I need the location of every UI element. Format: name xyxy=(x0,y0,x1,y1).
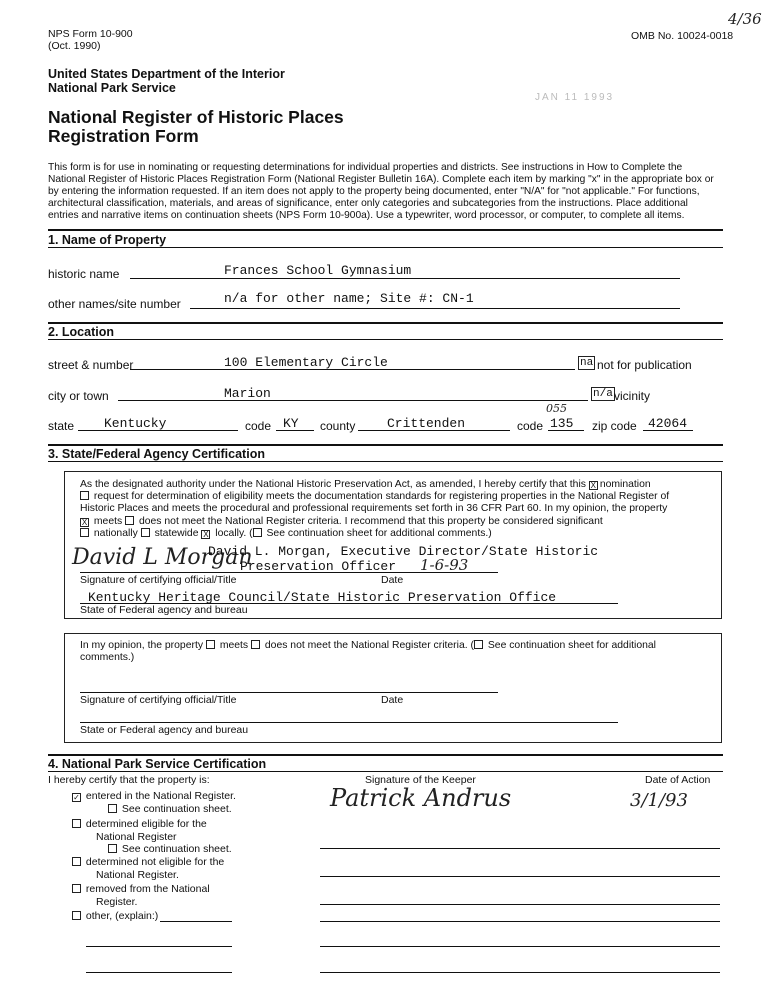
keeper-signature: Patrick Andrus xyxy=(330,784,512,812)
department-line-2: National Park Service xyxy=(48,81,176,95)
section-2-bottom-rule xyxy=(48,339,723,340)
city-town-value[interactable]: Marion xyxy=(224,386,271,401)
section-3-top-rule xyxy=(48,444,723,446)
certification-date: 1-6-93 xyxy=(420,556,469,574)
keeper-line-1 xyxy=(320,848,720,849)
keeper-line-4 xyxy=(320,921,720,922)
entered-continuation-checkbox[interactable] xyxy=(108,804,117,813)
keeper-line-2 xyxy=(320,876,720,877)
keeper-intro: I hereby certify that the property is: xyxy=(48,774,210,786)
nationally-checkbox[interactable] xyxy=(80,528,89,537)
date-of-action-label: Date of Action xyxy=(645,774,711,786)
state-value[interactable]: Kentucky xyxy=(104,416,167,431)
other-explain-line-2[interactable] xyxy=(86,946,232,947)
historic-name-label: historic name xyxy=(48,267,120,281)
zip-code-value[interactable]: 42064 xyxy=(648,416,688,431)
county-code-handwritten: 055 xyxy=(546,402,567,415)
county-code-value[interactable]: 135 xyxy=(550,416,574,431)
historic-name-line xyxy=(130,278,680,279)
date-2-label: Date xyxy=(381,694,404,706)
date-of-action-value: 3/1/93 xyxy=(630,790,688,811)
keeper-line-3 xyxy=(320,904,720,905)
agency-2-label: State or Federal agency and bureau xyxy=(80,724,249,736)
signature-line xyxy=(80,572,498,573)
department-line-1: United States Department of the Interior xyxy=(48,67,285,81)
signer-title-line-1: David L. Morgan, Executive Director/State Historic xyxy=(208,544,599,559)
section-1-top-rule xyxy=(48,229,723,231)
removed-option: removed from the National Register. xyxy=(72,883,210,908)
zip-code-label: zip code xyxy=(592,419,637,433)
certifying-official-signature: David L Morgan xyxy=(72,545,253,570)
agency-value: Kentucky Heritage Council/State Historic Preservation Office xyxy=(88,590,557,605)
corner-handwritten-mark: 4/36 xyxy=(728,10,762,28)
signature-2-line xyxy=(80,692,498,693)
street-number-value[interactable]: 100 Elementary Circle xyxy=(224,355,388,370)
certification-text: As the designated authority under the National Historic Preservation Act, as amended, I hereby certify that this X nomination request for determination of eligibility meets the documentation standards for registering properties in the National Register of Historic Places and meets the procedural and professional requirements set forth in 36 CFR Part 60. In my opinion, the property X meets does not meet the National Register criteria. I recommend that this property be considered significant nationally statewide X locally. ( See continuation sheet for additional comments.) xyxy=(80,479,670,539)
vicinity-box[interactable]: n/a xyxy=(593,388,613,400)
other-names-value[interactable]: n/a for other name; Site #: CN-1 xyxy=(224,291,474,306)
keeper-line-5 xyxy=(320,946,720,947)
locally-checkbox[interactable]: X xyxy=(203,529,209,539)
other-explain-line[interactable] xyxy=(160,921,232,922)
not-for-publication-box[interactable]: na xyxy=(580,357,594,369)
nomination-checkbox[interactable]: X xyxy=(590,481,597,490)
form-title-line-2: Registration Form xyxy=(48,126,199,146)
keeper-options: ✓ entered in the National Register. See continuation sheet. xyxy=(73,790,236,815)
other-checkbox[interactable] xyxy=(72,911,81,920)
signature-2-label: Signature of certifying official/Title xyxy=(80,694,237,706)
county-value[interactable]: Crittenden xyxy=(387,416,466,431)
other-option: other, (explain:) xyxy=(72,910,158,922)
not-eligible-checkbox[interactable] xyxy=(72,857,81,866)
removed-checkbox[interactable] xyxy=(72,884,81,893)
form-date: (Oct. 1990) xyxy=(48,40,101,52)
section-3-bottom-rule xyxy=(48,461,723,462)
omb-number: OMB No. 10024-0018 xyxy=(631,30,734,42)
signature-label: Signature of certifying official/Title xyxy=(80,574,237,586)
statewide-checkbox[interactable] xyxy=(141,528,150,537)
continuation-sheet-checkbox[interactable] xyxy=(253,528,262,537)
eligible-continuation-checkbox[interactable] xyxy=(108,844,117,853)
street-number-label: street & number xyxy=(48,358,134,372)
state-label: state xyxy=(48,419,75,433)
other-names-line xyxy=(190,308,680,309)
date-label: Date xyxy=(381,574,404,586)
opinion-continuation-checkbox[interactable] xyxy=(474,640,483,649)
meets-checkbox[interactable]: X xyxy=(81,517,88,527)
other-names-label: other names/site number xyxy=(48,297,181,311)
determined-not-eligible-option: determined not eligible for the National Register. xyxy=(72,856,224,881)
does-not-meet-checkbox[interactable] xyxy=(125,516,134,525)
state-code-value[interactable]: KY xyxy=(283,416,299,431)
section-1-bottom-rule xyxy=(48,247,723,248)
not-for-publication-label: not for publication xyxy=(597,358,692,372)
entered-checkbox[interactable]: ✓ xyxy=(73,793,80,802)
keeper-line-6 xyxy=(320,972,720,973)
determined-eligible-option: determined eligible for the National Register See continuation sheet. xyxy=(72,818,232,856)
section-1-heading: 1. Name of Property xyxy=(48,233,167,247)
section-2-heading: 2. Location xyxy=(48,325,114,339)
section-4-top-rule xyxy=(48,754,723,756)
section-3-heading: 3. State/Federal Agency Certification xyxy=(48,447,265,461)
section-2-top-rule xyxy=(48,322,723,324)
other-explain-line-3[interactable] xyxy=(86,972,232,973)
instructions-paragraph: This form is for use in nominating or requesting determinations for individual properties and districts. See instructions in How to Complete the National Register of Historic Places Registration Form (National Register Bulletin 16A). Complete each item by marking "x" in the appropriate box or by entering the information requested. If an item does not apply to the property being documented, enter "N/A" for "not applicable." For functions, architectural classification, materials, and areas of significance, enter only categories and subcategories from the instructions. Place additional entries and narrative items on continuation sheets (NPS Form 10-900a). Use a typewriter, word processor, or computer, to complete all items. xyxy=(48,162,714,221)
opinion-meets-checkbox[interactable] xyxy=(206,640,215,649)
opinion-text: In my opinion, the property meets does not meet the National Register criteria. ( See continuation sheet for additional comments.) xyxy=(80,640,656,664)
determined-eligible-checkbox[interactable] xyxy=(72,819,81,828)
received-stamp: JAN 11 1993 xyxy=(535,92,615,103)
form-number: NPS Form 10-900 xyxy=(48,28,133,40)
section-4-bottom-rule xyxy=(48,771,723,772)
agency-2-line xyxy=(80,722,618,723)
city-town-line xyxy=(118,400,588,401)
request-checkbox[interactable] xyxy=(80,491,89,500)
opinion-not-meets-checkbox[interactable] xyxy=(251,640,260,649)
state-code-label: code xyxy=(245,419,272,433)
county-label: county xyxy=(320,419,356,433)
form-title-line-1: National Register of Historic Places xyxy=(48,107,344,127)
agency-label: State of Federal agency and bureau xyxy=(80,604,248,616)
keeper-signature-label: Signature of the Keeper xyxy=(365,774,476,786)
historic-name-value[interactable]: Frances School Gymnasium xyxy=(224,263,412,278)
section-4-heading: 4. National Park Service Certification xyxy=(48,757,267,771)
city-town-label: city or town xyxy=(48,389,109,403)
signer-title-line-2: Preservation Officer xyxy=(240,559,397,574)
county-code-label: code xyxy=(517,419,544,433)
vicinity-label: vicinity xyxy=(614,389,651,403)
